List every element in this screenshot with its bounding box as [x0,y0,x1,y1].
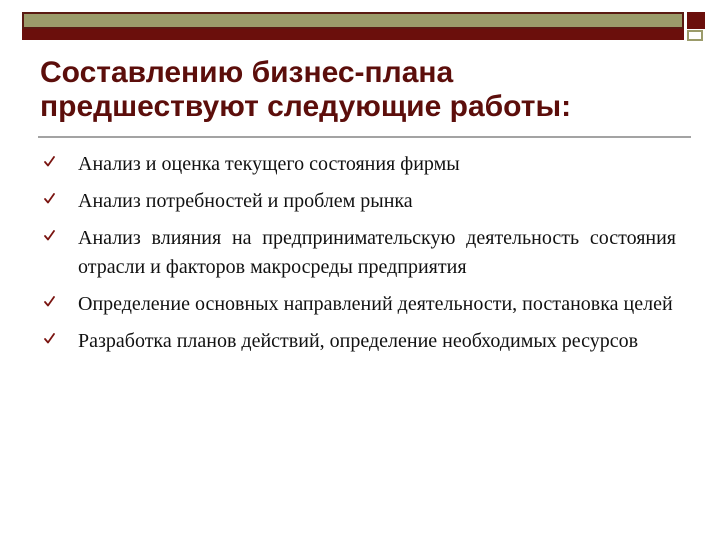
checkmark-icon [44,224,78,246]
slide-title-line-2: предшествуют следующие работы: [40,90,572,123]
bullet-item [44,187,676,216]
header-olive-square [687,30,703,41]
header-red-bar [22,29,684,40]
bullet-text: Анализ потребностей и проблем рынка [78,190,413,212]
bullet-text: Анализ влияния на предпринимательскую деятельность состояния отрасли и факторов макросреды предприятия [78,227,676,278]
header-olive-bar [22,12,684,29]
bullet-text: Разработка планов действий, определение необходимых ресурсов [78,330,639,352]
checkmark-icon [44,150,78,172]
header-red-square [687,12,705,29]
checkmark-icon [44,187,78,209]
bullet-item [44,224,676,282]
bullet-item [44,150,676,179]
checkmark-icon [44,327,78,349]
bullet-text: Анализ и оценка текущего состояния фирмы [78,153,460,175]
slide-title [40,56,680,124]
bullet-item [44,327,676,356]
checkmark-icon [44,290,78,312]
slide-title-line-1: Составлению бизнес-плана [40,56,454,89]
bullet-item [44,290,676,319]
bullet-text: Определение основных направлений деятельности, постановка целей [78,293,673,315]
title-divider [38,136,691,138]
bullet-list [44,150,676,364]
